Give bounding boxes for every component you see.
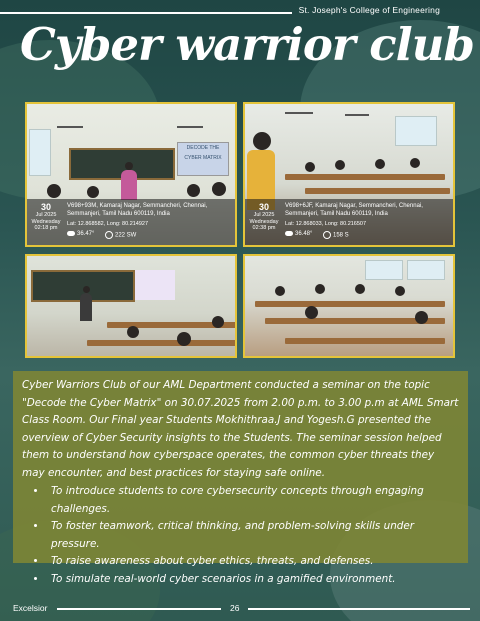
desk-row — [87, 340, 237, 346]
geotag-overlay — [245, 199, 453, 245]
objectives-list — [22, 483, 460, 588]
window — [395, 116, 437, 146]
geotag-wind: 222 SW — [115, 232, 137, 239]
page-number: 26 — [230, 603, 240, 613]
presenter — [125, 162, 133, 170]
student — [375, 159, 385, 169]
ceiling-fan — [177, 126, 203, 128]
ceiling-fan — [285, 112, 313, 114]
presenter — [83, 286, 90, 293]
objective-item: • To simulate real-world cyber scenarios in a gamified environment. — [47, 571, 460, 589]
student — [305, 306, 318, 319]
objective-item: • To introduce students to core cybersecurity concepts through engaging challenges. — [47, 483, 460, 518]
geotag-month-year: Jul 2025 — [35, 212, 57, 219]
window — [365, 260, 403, 280]
ceiling-fan — [345, 114, 369, 116]
event-photo-2 — [243, 102, 455, 247]
projector-screen — [135, 270, 175, 300]
ceiling-fan — [57, 126, 83, 128]
footer-rule — [248, 608, 470, 610]
student — [87, 186, 99, 198]
student — [47, 184, 61, 198]
geotag-temperature: 36.47° — [77, 231, 95, 238]
compass-icon — [323, 231, 331, 239]
student — [275, 286, 285, 296]
geotag-latlng: Lat: 12.868033, Long: 80.216507 — [285, 221, 367, 227]
student — [395, 286, 405, 296]
geotag-overlay — [27, 199, 235, 245]
student — [305, 162, 315, 172]
geotag-address: V698+93M, Kamaraj Nagar, Semmancheri, Chennai, Semmanjeri, Tamil Nadu 600119, India — [67, 203, 208, 218]
event-description-box — [13, 371, 468, 585]
compass-icon — [105, 231, 113, 239]
objective-item: • To raise awareness about cyber ethics, threats, and defenses. — [47, 553, 460, 571]
geotag-month-year: Jul 2025 — [253, 212, 275, 219]
cloud-icon — [67, 231, 75, 236]
geotag-latlng: Lat: 12.868582, Long: 80.214927 — [67, 221, 149, 227]
geotag-wind: 158 S — [333, 232, 349, 239]
presenter — [80, 293, 92, 321]
projector-screen: DECODE THE CYBER MATRIX — [177, 142, 229, 176]
geotag-time: 02:38 pm — [252, 224, 276, 231]
student — [187, 184, 200, 197]
student — [315, 284, 325, 294]
geotag-weekday: Wednesday — [249, 218, 279, 225]
student — [410, 158, 420, 168]
presenter — [253, 132, 271, 150]
desk-row — [285, 338, 445, 344]
geotag-day: 30 — [258, 202, 269, 212]
college-name: St. Joseph's College of Engineering — [298, 5, 440, 15]
event-photo-3 — [25, 254, 237, 358]
desk-row — [255, 301, 445, 307]
geotag-time: 02:18 pm — [34, 224, 58, 231]
window — [407, 260, 445, 280]
event-photo-4 — [243, 254, 455, 358]
page-title: Cyber warrior club — [20, 18, 474, 71]
event-description: Cyber Warriors Club of our AML Department conducted a seminar on the topic "Decode the Cyber Matrix" on 30.07.2025 from 2.00 p.m. to 3.00 p.m at AML Smart Class Room. Our Final year Students Mokhithraa.J and Yogesh.G presented the overview of Cyber Security insights to the Students. The seminar session helped them to understand how cyberspace operates, the common cyber threats they may encounter, and best practices for staying safe online. — [22, 379, 459, 479]
publication-name: Excelsior — [13, 603, 48, 613]
presenter — [121, 170, 137, 200]
geotag-weekday: Wednesday — [31, 218, 61, 225]
geotag-address: V698+6JF, Kamaraj Nagar, Semmancheri, Chennai, Semmanjeri, Tamil Nadu 600119, India — [285, 203, 423, 218]
student — [415, 311, 428, 324]
geotag-day: 30 — [40, 202, 51, 212]
student — [212, 182, 226, 196]
cloud-icon — [285, 231, 293, 236]
event-photo-1 — [25, 102, 237, 247]
header-rule — [0, 12, 292, 14]
student — [177, 332, 191, 346]
student — [127, 326, 139, 338]
student — [212, 316, 224, 328]
objective-item: • To foster teamwork, critical thinking, and problem-solving skills under pressure. — [47, 518, 460, 553]
desk-row — [305, 188, 450, 194]
student — [335, 160, 345, 170]
student — [355, 284, 365, 294]
footer-rule — [57, 608, 221, 610]
window — [29, 129, 51, 176]
desk-row — [285, 174, 445, 180]
geotag-temperature: 36.48° — [295, 231, 313, 238]
